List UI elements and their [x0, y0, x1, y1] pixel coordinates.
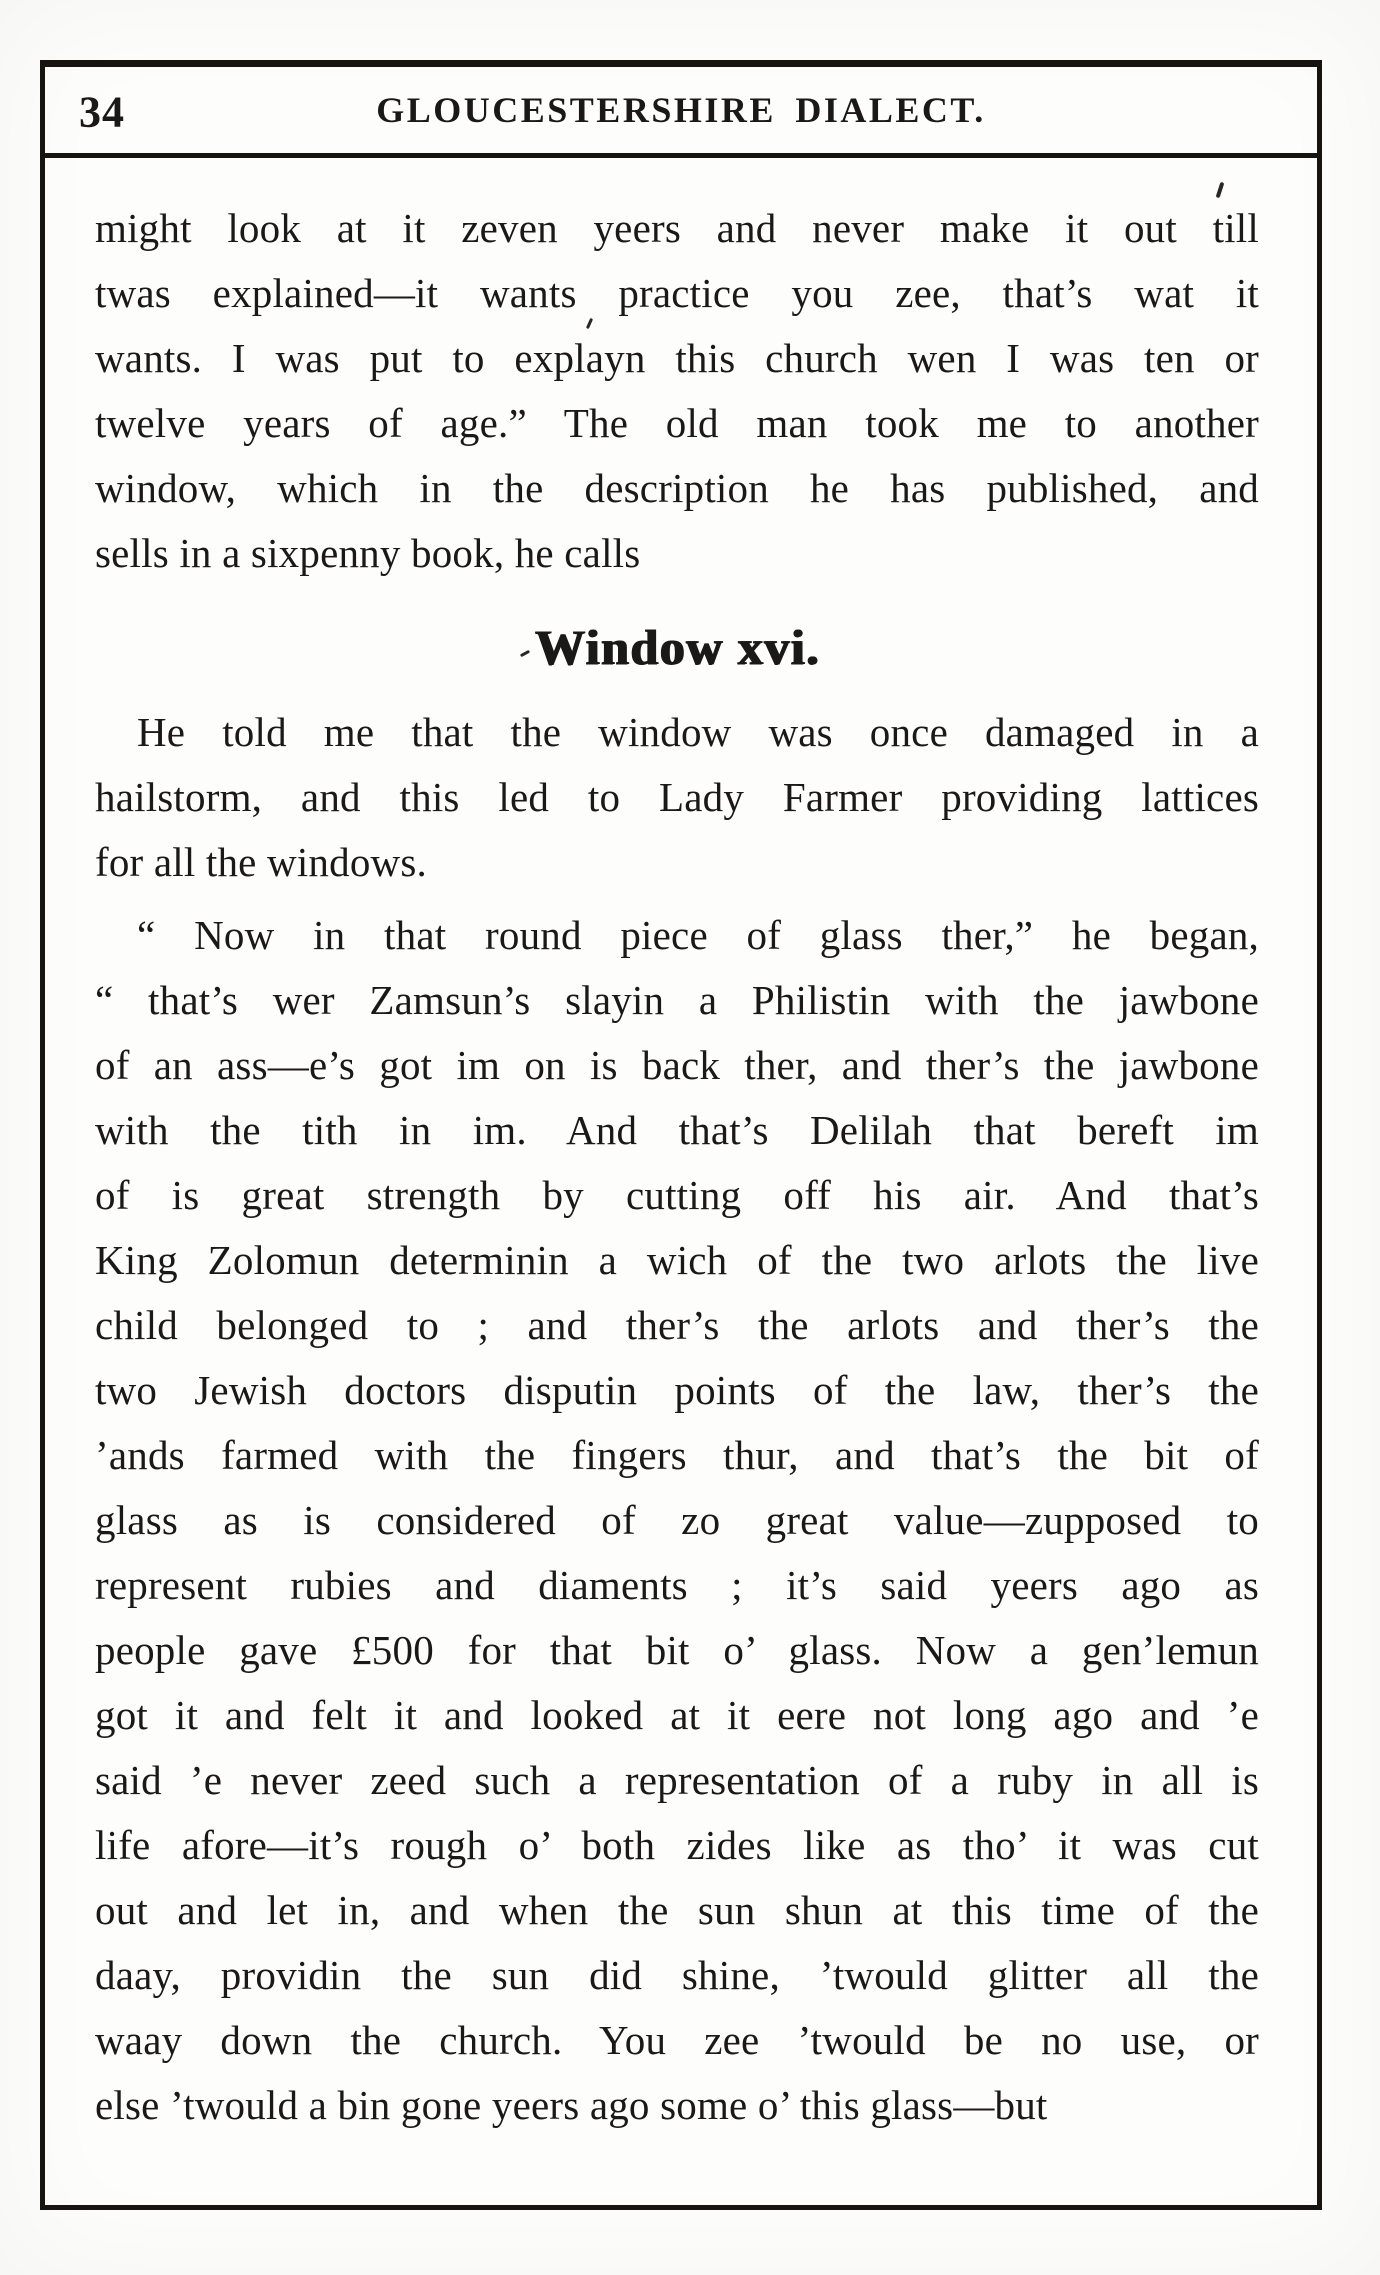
text-line: glass as is considered of zo great value—zupposed to	[95, 1497, 1259, 1543]
text-line: window, which in the description he has published, and	[95, 465, 1259, 511]
text-line: with the tith in im. And that’s Delilah that bereft im	[95, 1107, 1259, 1153]
text-line: waay down the church. You zee ’twould be no use, or	[95, 2017, 1259, 2063]
page-header	[45, 67, 1317, 158]
text-line: out and let in, and when the sun shun at this time of the	[95, 1887, 1259, 1933]
text-line: daay, providin the sun did shine, ’twould glitter all the	[95, 1952, 1259, 1998]
text-line: people gave £500 for that bit o’ glass. Now a gen’lemun	[95, 1627, 1259, 1673]
text-line: for all the windows.	[95, 839, 427, 885]
text-line: child belonged to ; and ther’s the arlots and ther’s the	[95, 1302, 1259, 1348]
paragraph-hailstorm	[95, 700, 1259, 895]
text-line: hailstorm, and this led to Lady Farmer providing lattices	[95, 774, 1259, 820]
text-line: got it and felt it and looked at it eere not long ago and ’e	[95, 1692, 1259, 1738]
text-line: King Zolomun determinin a wich of the two arlots the live	[95, 1237, 1259, 1283]
text-line: ’ands farmed with the fingers thur, and that’s the bit of	[95, 1432, 1259, 1478]
page-frame	[40, 60, 1322, 2210]
page-number: 34	[79, 87, 125, 137]
window-section-heading: Window xvi.	[534, 619, 820, 675]
paragraph-dialect-quote	[95, 903, 1259, 2138]
text-line: He told me that the window was once damaged in a	[137, 709, 1259, 755]
text-line: of an ass—e’s got im on is back ther, and ther’s the jawbone	[95, 1042, 1259, 1088]
running-title: GLOUCESTERSHIRE DIALECT.	[376, 90, 986, 130]
text-line: twelve years of age.” The old man took me to another	[95, 400, 1259, 446]
text-line: represent rubies and diaments ; it’s said yeers ago as	[95, 1562, 1259, 1608]
text-line: of is great strength by cutting off his air. And that’s	[95, 1172, 1259, 1218]
text-line: life afore—it’s rough o’ both zides like as tho’ it was cut	[95, 1822, 1259, 1868]
text-line: wants. I was put to explayn this church wen I was ten or	[95, 335, 1259, 381]
text-line: “ Now in that round piece of glass ther,” he began,	[137, 912, 1259, 958]
text-line: else ’twould a bin gone yeers ago some o’ this glass—but	[95, 2082, 1048, 2128]
text-line: two Jewish doctors disputin points of the law, ther’s the	[95, 1367, 1259, 1413]
page-body	[45, 158, 1317, 2138]
text-line: might look at it zeven yeers and never make it out till	[95, 205, 1259, 251]
paragraph-continuation	[95, 196, 1259, 586]
text-line: “ that’s wer Zamsun’s slayin a Philistin with the jawbone	[95, 977, 1259, 1023]
text-line: twas explained—it wants practice you zee, that’s wat it	[95, 270, 1259, 316]
text-line: sells in a sixpenny book, he calls	[95, 530, 641, 576]
text-line: said ’e never zeed such a representation of a ruby in all is	[95, 1757, 1259, 1803]
